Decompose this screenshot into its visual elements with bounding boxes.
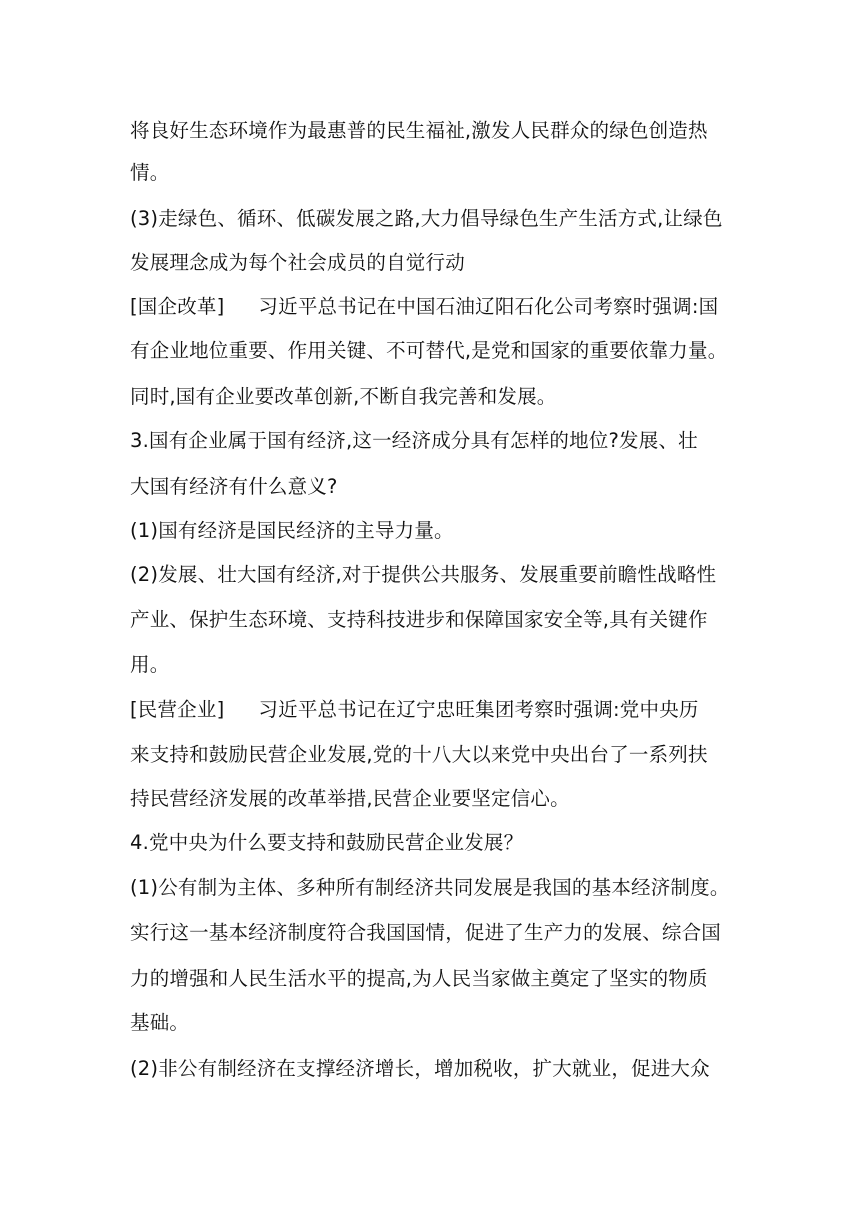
- text-segment: 习近平总书记在中国石油辽阳石化公司考察时强调:国: [258, 295, 719, 318]
- text-line: (1)国有经济是国民经济的主导力量。: [130, 519, 454, 542]
- section-tag-private-enterprise: [民营企业]: [130, 698, 225, 721]
- text-line: (3)走绿色、循环、低碳发展之路,大力倡导绿色生产生活方式,让绿色: [130, 207, 723, 230]
- text-line: (1)公有制为主体、多种所有制经济共同发展是我国的基本经济制度。: [130, 876, 730, 899]
- text-line: 用。: [130, 653, 170, 676]
- section-heading-line: [130, 687, 740, 733]
- text-line: 实行这一基本经济制度符合我国国情，促进了生产力的发展、综合国: [130, 921, 722, 944]
- text-line: 来支持和鼓励民营企业发展,党的十八大以来党中央出台了一系列扶: [130, 743, 708, 766]
- text-line: 发展理念成为每个社会成员的自觉行动: [130, 251, 465, 274]
- text-line: (2)发展、壮大国有经济,对于提供公共服务、发展重要前瞻性战略性: [130, 563, 717, 586]
- text-line: 基础。: [130, 1011, 190, 1034]
- text-line: 同时,国有企业要改革创新,不断自我完善和发展。: [130, 385, 557, 408]
- text-line: 情。: [130, 161, 170, 184]
- question-line: 4.党中央为什么要支持和鼓励民营企业发展？: [130, 831, 524, 854]
- text-line: 有企业地位重要、作用关键、不可替代,是党和国家的重要依靠力量。: [130, 339, 728, 362]
- text-line: 产业、保护生态环境、支持科技进步和保障国家安全等,具有关键作: [130, 608, 708, 631]
- question-line: 3.国有企业属于国有经济,这一经济成分具有怎样的地位?发展、壮: [130, 429, 698, 452]
- section-heading-line: [130, 284, 740, 330]
- text-line: (2)非公有制经济在支撑经济增长，增加税收，扩大就业，促进大众: [130, 1057, 710, 1080]
- section-tag-soe-reform: [国企改革]: [130, 295, 225, 318]
- text-line: 力的增强和人民生活水平的提高,为人民当家做主奠定了坚实的物质: [130, 967, 708, 990]
- question-line: 大国有经济有什么意义?: [130, 475, 338, 498]
- text-line: 将良好生态环境作为最惠普的民生福祉,激发人民群众的绿色创造热: [130, 119, 708, 142]
- text-line: 持民营经济发展的改革举措,民营企业要坚定信心。: [130, 787, 570, 810]
- text-segment: 习近平总书记在辽宁忠旺集团考察时强调:党中央历: [258, 698, 699, 721]
